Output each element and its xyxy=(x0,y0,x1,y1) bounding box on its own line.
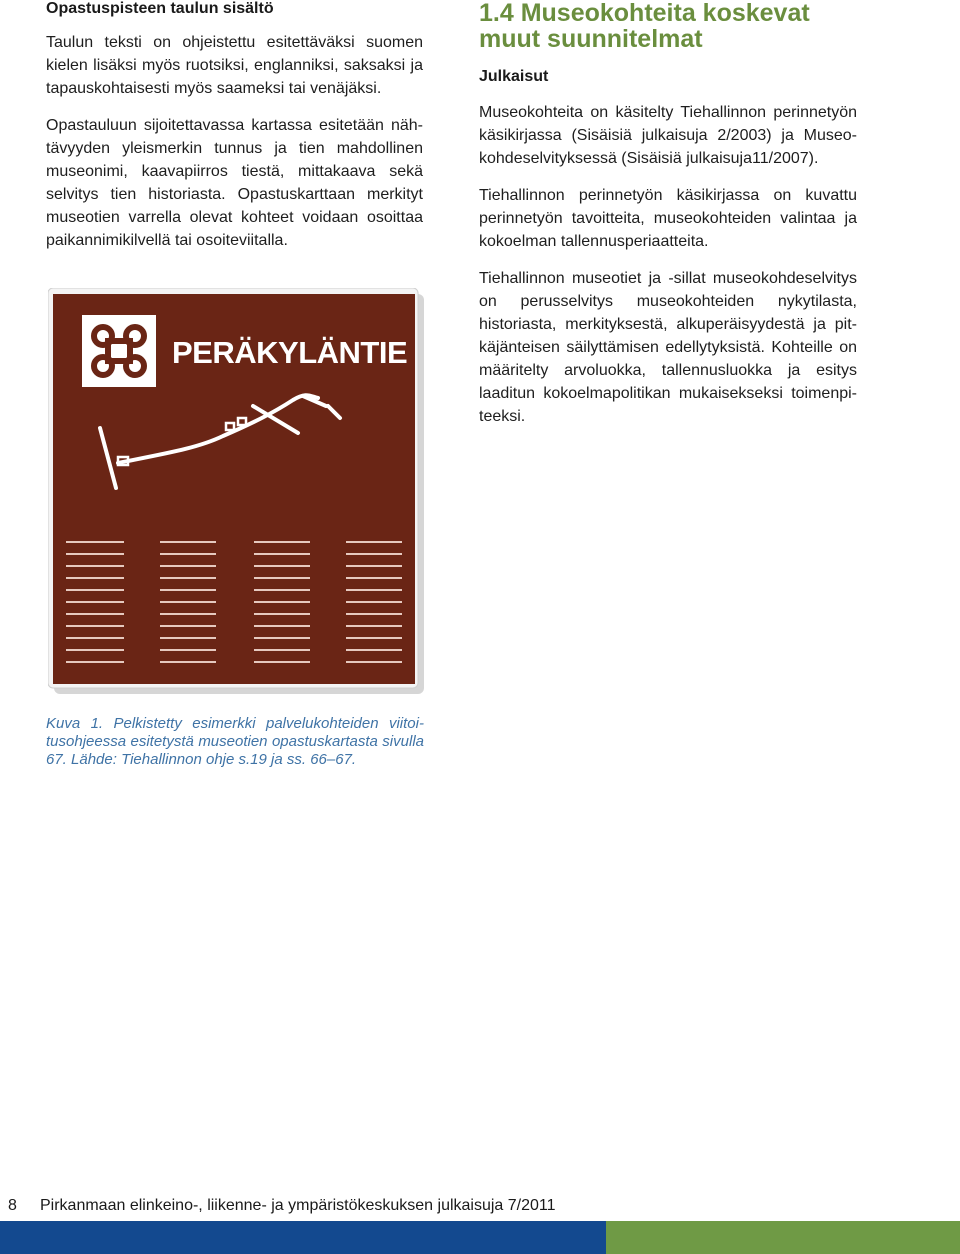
right-paragraph-2: Tiehallinnon perinnetyön käsikirjassa on kuvattu perinnetyön tavoitteita, museokohteiden valintaa ja kokoelman tallennusperiaatteita. xyxy=(479,187,857,250)
sightseeing-symbol-icon xyxy=(82,315,156,387)
left-column xyxy=(46,0,423,252)
map-sign-illustration xyxy=(48,288,424,698)
section-title: Opastuspisteen taulun sisältö xyxy=(46,0,274,17)
right-column xyxy=(479,0,857,428)
right-paragraph-1: Museokohteita on käsitelty Tiehallinnon perinnetyön käsikirjassa (Sisäisiä julkaisuja 2/2003) ja Museokohdeselvityksessä (Sisäisiä julkaisuja11/2007). xyxy=(479,104,857,167)
left-paragraph-1: Taulun teksti on ohjeistettu esitettäväksi suomen kielen lisäksi myös ruotsiksi, englanniksi, saksaksi ja tapauskohtaisesti myös saameksi tai venäjäksi. xyxy=(46,34,423,97)
figure-caption: Kuva 1. Pelkistetty esimerkki palvelukohteiden viitoitusohjeessa esitetystä museotien opastuskartasta sivulla 67. Lähde: Tiehallinnon ohje s.19 ja ss. 66–67. xyxy=(46,715,424,768)
section-heading: 1.4 Museokohteita koskevat muut suunnitelmat xyxy=(479,0,810,53)
right-paragraph-3: Tiehallinnon museotiet ja -sillat museokohdeselvitys on perusselvitys museokohteiden nykytilasta, historiasta, merkityksestä, alkuperäisyydestä ja pitkäjänteisen säilyttämisen edellytyksistä. Kohteille on määritelty arvoluokka, tallennusluokka ja esitys laaditun kokoelmapolitikan mukaisekseksi toimenpiteeksi. xyxy=(479,270,857,425)
page-number: 8 xyxy=(8,1197,17,1214)
map-sign-figure xyxy=(48,288,424,698)
publication-name: Pirkanmaan elinkeino-, liikenne- ja ympäristökeskuksen julkaisuja 7/2011 xyxy=(40,1197,556,1214)
page-footer xyxy=(0,1193,960,1219)
sign-text: PERÄKYLÄNTIE xyxy=(172,335,408,370)
footer-bar-blue xyxy=(0,1221,606,1254)
subheading: Julkaisut xyxy=(479,68,549,85)
footer-bar-green xyxy=(606,1221,960,1254)
left-paragraph-2: Opastauluun sijoitettavassa kartassa esitetään nähtävyyden yleismerkin tunnus ja tien mahdollinen museonimi, kaavapiirros tiestä, mittakaava sekä selvitys tien historiasta. Opastuskarttaan merkityt museotien varrella olevat kohteet voidaan osoittaa paikannimikilvellä tai osoiteviitalla. xyxy=(46,117,423,249)
